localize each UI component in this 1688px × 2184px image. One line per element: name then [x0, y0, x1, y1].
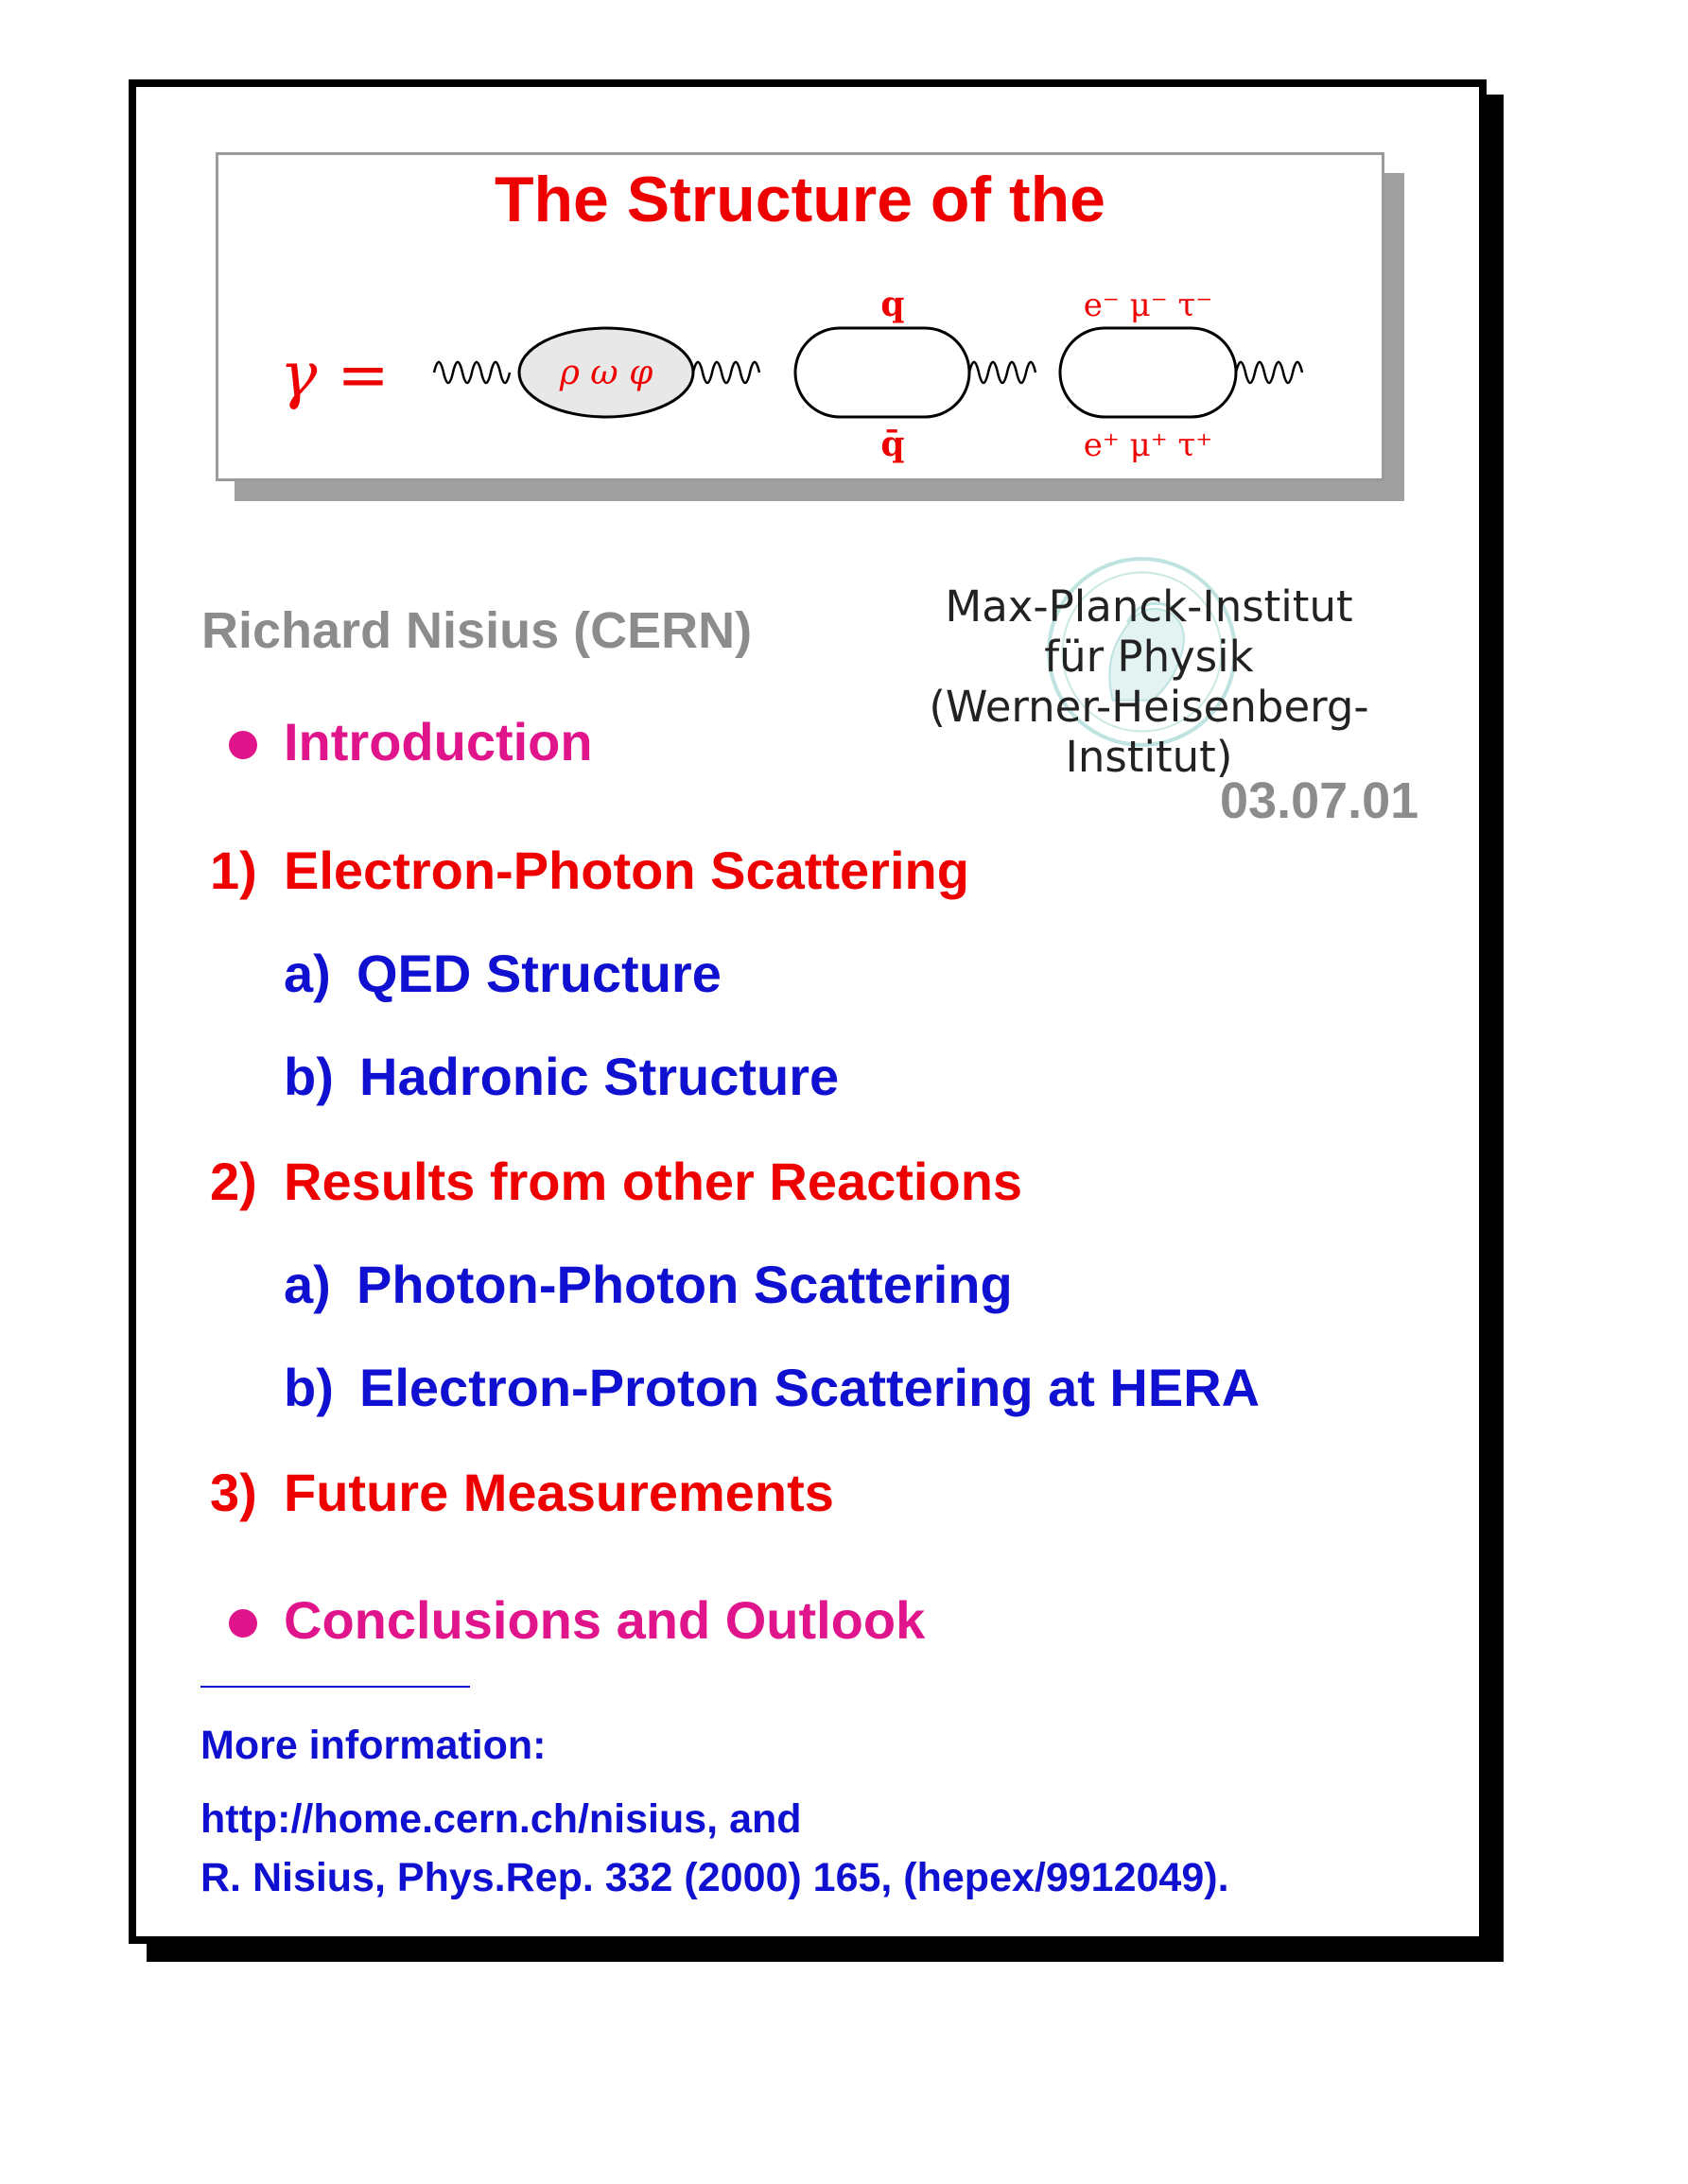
- photon-wave-4: [1236, 362, 1302, 383]
- outline-section-3: Future Measurements: [284, 1463, 834, 1522]
- photon-wave-2: [693, 362, 759, 383]
- slide-title: The Structure of the: [494, 164, 1106, 235]
- outline-introduction: Introduction: [284, 712, 593, 771]
- outline-section-2b: Electron-Proton Scattering at HERA: [359, 1358, 1261, 1417]
- outline-num-2b: b): [284, 1358, 334, 1417]
- photon-wave-3: [969, 362, 1035, 383]
- quark-label: q: [880, 285, 905, 324]
- outline-num-1: 1): [210, 841, 257, 900]
- outline-section-1a: QED Structure: [357, 944, 722, 1003]
- outline-num-2: 2): [210, 1152, 257, 1211]
- outline-section-2: Results from other Reactions: [284, 1152, 1023, 1211]
- footnote-divider: [200, 1686, 470, 1688]
- title-box: [216, 152, 1384, 481]
- info-reference: R. Nisius, Phys.Rep. 332 (2000) 165, (hepex/9912049).: [200, 1855, 1229, 1900]
- lepton-label-top: e⁻ μ⁻ τ⁻: [1083, 286, 1213, 324]
- lepton-loop: [1060, 328, 1236, 417]
- info-heading: More information:: [200, 1723, 547, 1768]
- gamma-equals: γ =: [280, 338, 390, 411]
- bullet-dot: [229, 1609, 257, 1638]
- outline-num-1a: a): [284, 944, 331, 1003]
- photon-structure-diagram: [218, 155, 1387, 484]
- photon-wave-1: [434, 362, 510, 383]
- outline-num-2a: a): [284, 1255, 331, 1314]
- author-name: Richard Nisius (CERN): [201, 602, 753, 659]
- bullet-dot: [229, 731, 257, 759]
- talk-date: 03.07.01: [1220, 772, 1419, 829]
- outline-num-1b: b): [284, 1047, 334, 1106]
- info-url: http://home.cern.ch/nisius, and: [200, 1796, 802, 1842]
- outline-section-1b: Hadronic Structure: [359, 1047, 840, 1106]
- institute-logo: [851, 544, 1447, 782]
- antiquark-label: q̄: [880, 425, 905, 464]
- outline-section-1: Electron-Photon Scattering: [284, 841, 969, 900]
- institute-line-1: Max-Planck-Institut: [945, 581, 1353, 632]
- quark-loop: [795, 328, 969, 417]
- lepton-label-bottom: e⁺ μ⁺ τ⁺: [1083, 426, 1213, 464]
- institute-line-3: (Werner-Heisenberg-Institut): [929, 682, 1369, 782]
- outline-section-2a: Photon-Photon Scattering: [357, 1255, 1013, 1314]
- outline-conclusions: Conclusions and Outlook: [284, 1590, 926, 1650]
- institute-line-2: für Physik: [1044, 632, 1254, 682]
- vmd-label: ρ ω φ: [559, 354, 653, 392]
- outline-num-3: 3): [210, 1463, 257, 1522]
